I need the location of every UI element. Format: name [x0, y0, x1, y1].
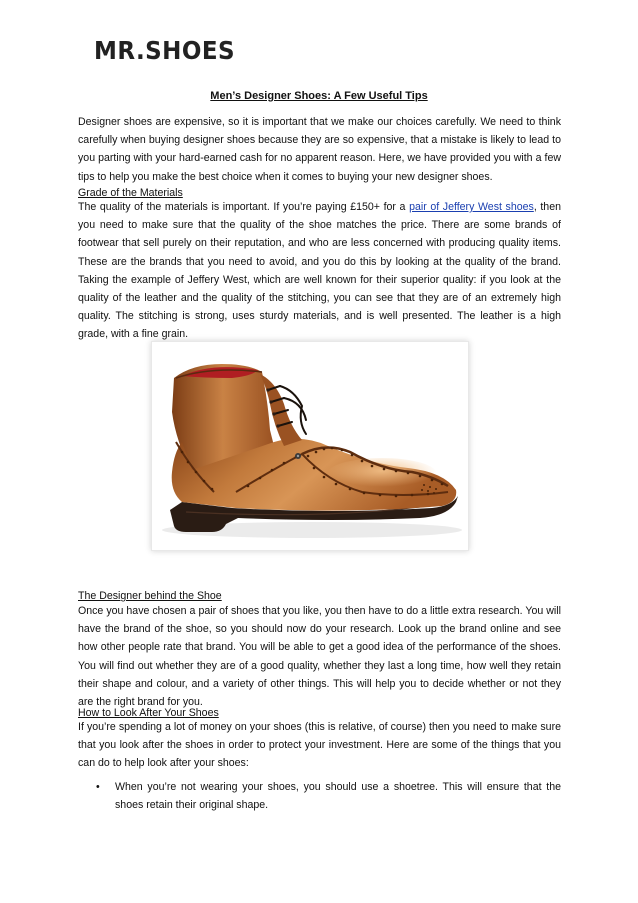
page-title: Men’s Designer Shoes: A Few Useful Tips — [210, 90, 428, 102]
intro-paragraph: Designer shoes are expensive, so it is important that we make our choices carefully. We need to think carefully when buying designer shoes because they are so expensive, that a mistake is likely to lead to you parting with your hard-earned cash for no apparent reason. Here, we have provided you with a few tips to help you make the best choice when it comes to buying your new designer shoes. — [78, 116, 561, 183]
section-paragraph-materials — [78, 198, 561, 344]
brand-logo: MR.SHOES — [94, 36, 236, 65]
section-heading-designer: The Designer behind the Shoe — [78, 590, 222, 602]
section-paragraph-designer: Once you have chosen a pair of shoes that you like, you then have to do a little extra research. You will have the brand of the shoe, so you should now do your research. Look up the brand online and see how other people rate that brand. You will be able to get a good idea of the performance of the shoes. You will find out whether they are of a good quality, whether they last a long time, how well they retain their shape and colour, and a variety of other things. This will help you to decide whether or not they are the right brand for you. — [78, 605, 561, 709]
section-heading-materials: Grade of the Materials — [78, 187, 183, 199]
bullet-text: When you’re not wearing your shoes, you should use a shoetree. This will ensure that the shoes retain their original shape. — [115, 781, 561, 811]
shoe-illustration — [152, 342, 468, 550]
bullet-icon: • — [96, 781, 100, 793]
materials-text-start: The quality of the materials is important. If you’re paying £150+ for a — [78, 201, 410, 213]
materials-text-end: , then you need to make sure that the quality of the shoe matches the price. There are some brands of footwear that sell purely on their reputation, and who are less concerned with producing quality items. These are the brands that you need to avoid, and you do this by looking at the quality of the brand. Taking the example of Jeffery West, which are well known for their superior quality: if you look at the quality of the leather and the quality of the stitching, you can see that they are of an extremely high quality. The stitching is strong, uses sturdy materials, and is well presented. The leather is a high grade, with a fine grain. — [78, 201, 561, 341]
section-paragraph-care: If you’re spending a lot of money on your shoes (this is relative, of course) then you need to make sure that you look after the shoes in order to protect your investment. Here are some of the things that you can do to help look after your shoes: — [78, 721, 561, 770]
section-heading-care: How to Look After Your Shoes — [78, 707, 219, 719]
shoe-photo — [151, 341, 469, 551]
jeffery-west-link[interactable]: pair of Jeffery West shoes — [409, 201, 534, 213]
